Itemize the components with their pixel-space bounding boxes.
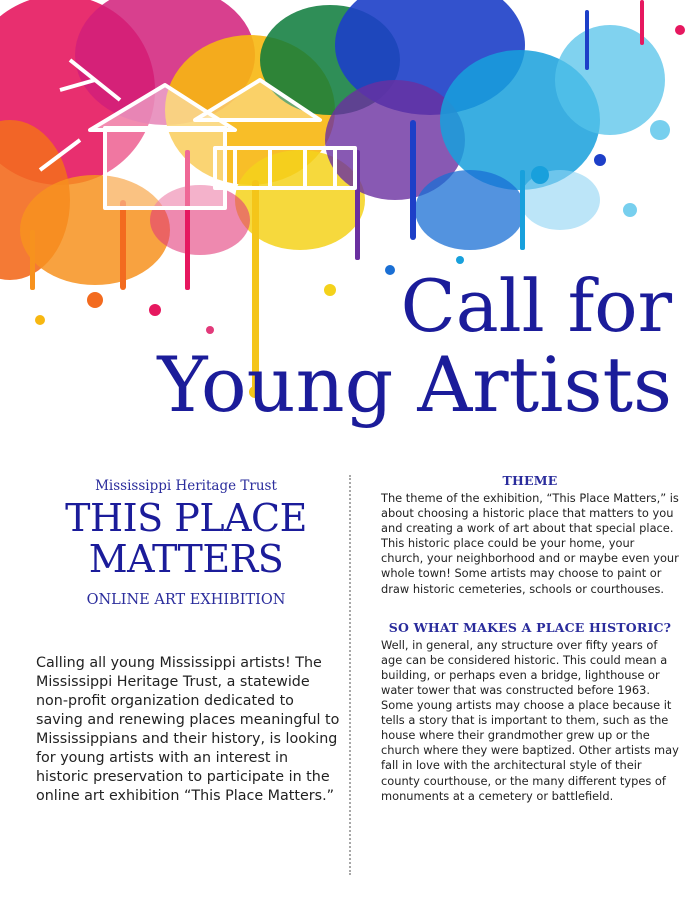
historic-section (381, 620, 679, 804)
column-divider (349, 475, 351, 875)
intro-paragraph: Calling all young Mississippi artists! The Mississippi Heritage Trust, a statewide non-profit organization dedicated to saving and renewing places meaningful to Mississippians and their history, is looking for young artists with an interest in historic preservation to participate in the online art exhibition “This Place Matters.” (36, 655, 340, 804)
exhibition-title-block (36, 478, 336, 608)
section-body: Well, in general, any structure over fifty years of age can be considered historic. This could mean a building, or perhaps even a bridge, lighthouse or water tower that was constructed before 1963. Some young artists may choose a place because it tells a story that is important to them, such as the house where their grandmother grew up or the church where they were baptized. Other artists may fall in love with the architectural style of their county courthouse, or the many different types of monuments at a cemetery or battlefield. (381, 637, 679, 803)
organization-name: Mississippi Heritage Trust (95, 478, 277, 494)
headline-young-artists: Young Artists (157, 340, 672, 429)
section-heading: THEME (502, 473, 558, 488)
exhibition-title-line1: THIS PLACE (65, 496, 307, 540)
exhibition-title-line2: MATTERS (88, 537, 284, 582)
section-heading: SO WHAT MAKES A PLACE HISTORIC? (388, 619, 672, 635)
theme-section (381, 473, 679, 597)
exhibition-subtitle: ONLINE ART EXHIBITION (86, 592, 286, 609)
paint-splatter (0, 0, 665, 285)
section-body: The theme of the exhibition, “This Place Matters,” is about choosing a historic place that matters to you and creating a work of art about that special place. This historic place could be your home, your church, your neighborhood and or maybe even your whole town! Some artists may choose to paint or draw historic cemeteries, schools or courthouses. (381, 491, 679, 596)
headline-call-for: Call for (400, 264, 672, 348)
exhibition-title (36, 498, 336, 580)
info-column (381, 473, 679, 804)
